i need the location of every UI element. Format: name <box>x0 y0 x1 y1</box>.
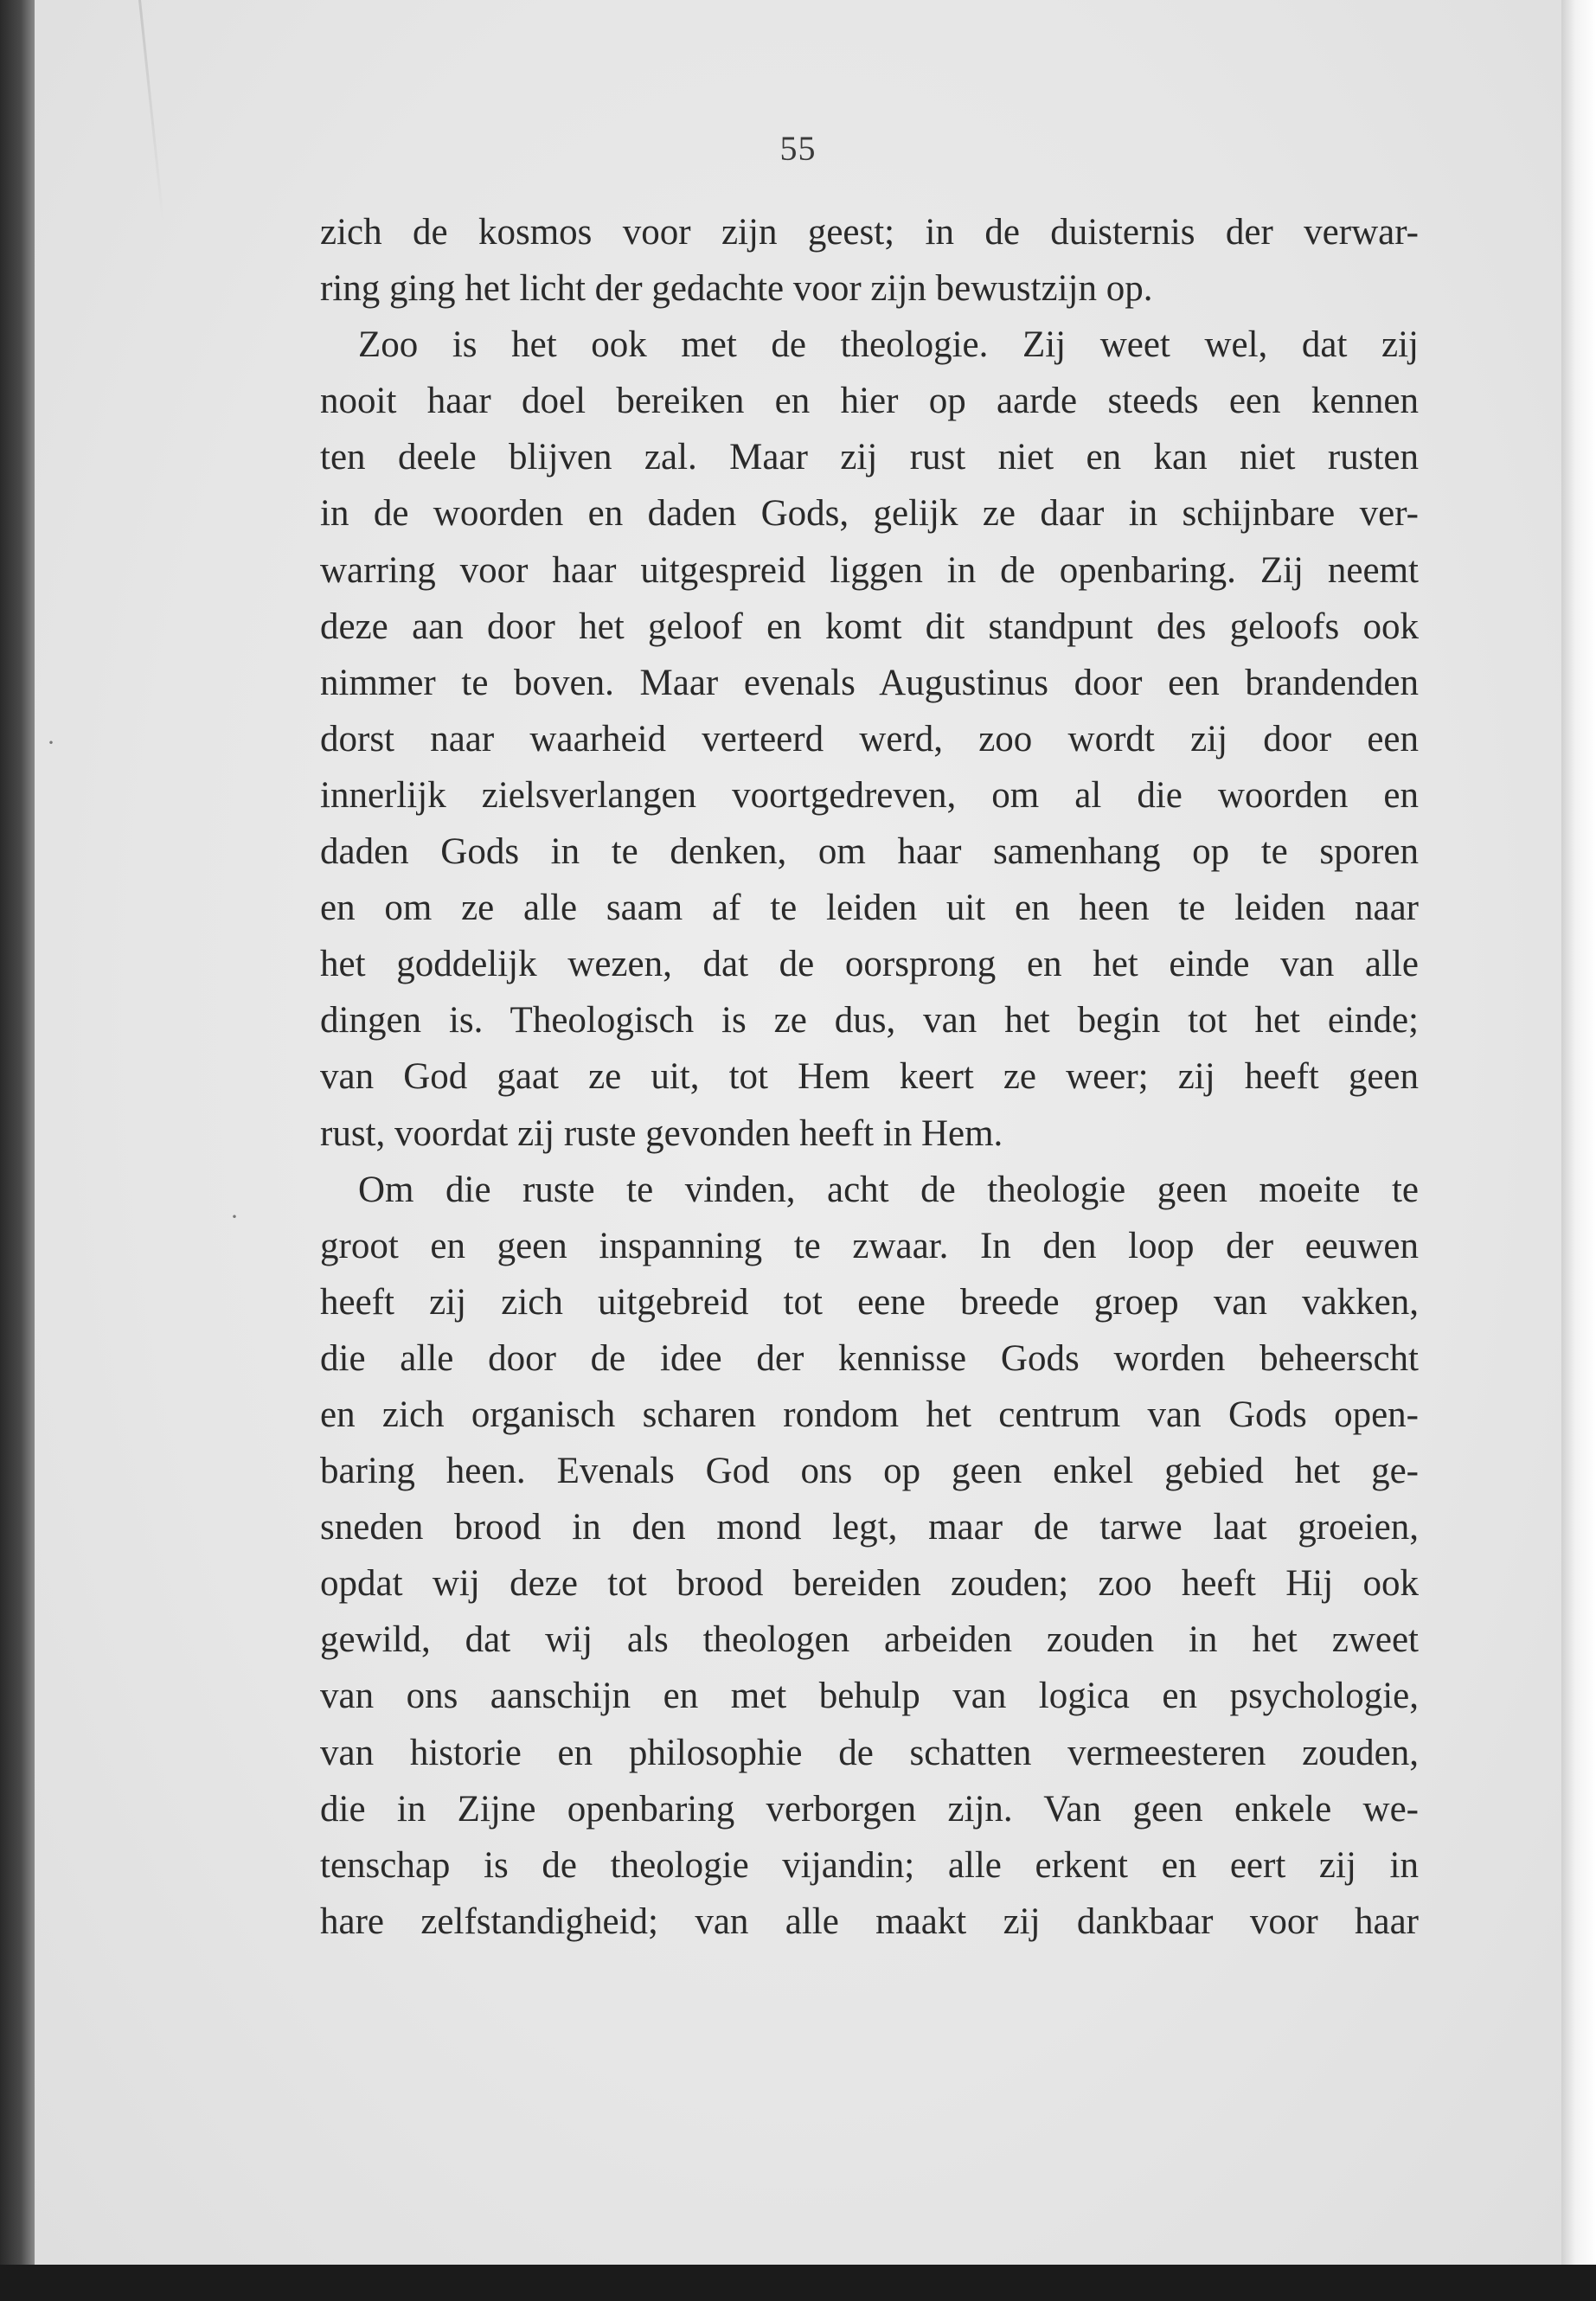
body-text <box>320 204 1419 1950</box>
page-crease <box>138 0 164 224</box>
text-line: warring voor haar uitgespreid liggen in de openbaring. Zij neemt <box>320 549 1419 591</box>
text-line: en om ze alle saam af te leiden uit en heen te leiden naar <box>320 888 1419 929</box>
text-line: nimmer te boven. Maar evenals Augustinus door een brandenden <box>320 662 1419 703</box>
text-line: innerlijk zielsverlangen voortgedreven, om al die woorden en <box>320 774 1419 816</box>
text-line: opdat wij deze tot brood bereiden zouden; zoo heeft Hij ook <box>320 1563 1419 1605</box>
text-line: Om die ruste te vinden, acht de theologie geen moeite te <box>358 1169 1419 1210</box>
text-line: daden Gods in te denken, om haar samenhang op te sporen <box>320 831 1419 873</box>
text-line: nooit haar doel bereiken en hier op aarde steeds een kennen <box>320 381 1419 422</box>
text-line: gewild, dat wij als theologen arbeiden zouden in het zweet <box>320 1619 1419 1661</box>
text-line: die in Zijne openbaring verborgen zijn. Van geen enkele we- <box>320 1788 1419 1830</box>
text-line: groot en geen inspanning te zwaar. In den loop der eeuwen <box>320 1225 1419 1266</box>
text-line: heeft zij zich uitgebreid tot eene breede groep van vakken, <box>320 1281 1419 1323</box>
margin-mark: · <box>47 728 55 757</box>
text-line: het goddelijk wezen, dat de oorsprong en het einde van alle <box>320 944 1419 985</box>
scan-left-edge <box>0 0 35 2301</box>
text-line: dingen is. Theologisch is ze dus, van het begin tot het einde; <box>320 1000 1419 1042</box>
book-page <box>35 0 1561 2265</box>
text-line: in de woorden en daden Gods, gelijk ze daar in schijnbare ver- <box>320 493 1419 535</box>
scan-right-edge <box>1561 0 1596 2301</box>
text-line: van ons aanschijn en met behulp van logica en psychologie, <box>320 1676 1419 1717</box>
text-line: tenschap is de theologie vijandin; alle erkent en eert zij in <box>320 1844 1419 1886</box>
text-line: dorst naar waarheid verteerd werd, zoo wordt zij door een <box>320 718 1419 760</box>
text-line: en zich organisch scharen rondom het centrum van Gods open- <box>320 1394 1419 1435</box>
scan-bottom-edge <box>0 2265 1596 2301</box>
text-line: zich de kosmos voor zijn geest; in de duisternis der verwar- <box>320 212 1419 253</box>
text-line: ten deele blijven zal. Maar zij rust niet en kan niet rusten <box>320 437 1419 478</box>
margin-mark: · <box>230 1202 239 1231</box>
text-line: die alle door de idee der kennisse Gods worden beheerscht <box>320 1337 1419 1379</box>
text-line: van historie en philosophie de schatten vermeesteren zouden, <box>320 1732 1419 1773</box>
text-line: deze aan door het geloof en komt dit standpunt des geloofs ook <box>320 606 1419 647</box>
text-line: baring heen. Evenals God ons op geen enkel gebied het ge- <box>320 1451 1419 1492</box>
text-line: van God gaat ze uit, tot Hem keert ze weer; zij heeft geen <box>320 1056 1419 1098</box>
page-number: 55 <box>779 129 817 168</box>
text-line: ring ging het licht der gedachte voor zijn bewustzijn op. <box>320 268 1153 310</box>
text-line: rust, voordat zij ruste gevonden heeft in Hem. <box>320 1112 1003 1154</box>
text-line: sneden brood in den mond legt, maar de tarwe laat groeien, <box>320 1507 1419 1548</box>
text-line: Zoo is het ook met de theologie. Zij weet wel, dat zij <box>358 324 1419 366</box>
text-line: hare zelfstandigheid; van alle maakt zij dankbaar voor haar <box>320 1900 1419 1942</box>
